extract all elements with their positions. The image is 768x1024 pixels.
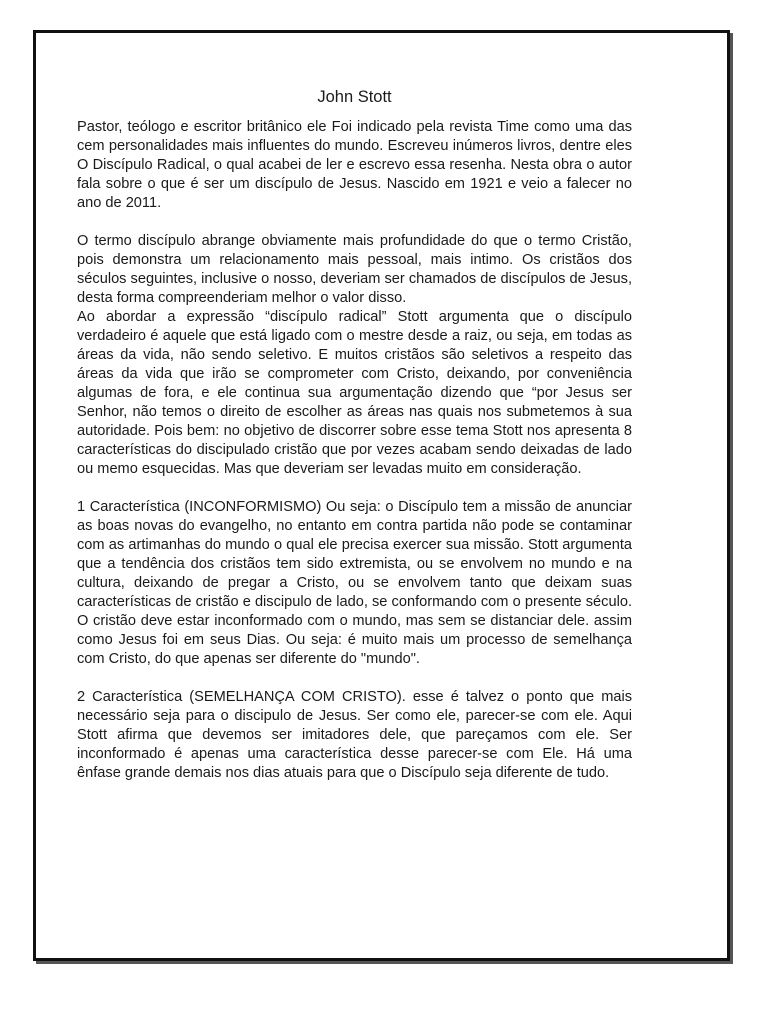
paragraph-spacer: [77, 479, 632, 498]
paragraph-characteristic-1: 1 Característica (INCONFORMISMO) Ou seja: o Discípulo tem a missão de anunciar as boas novas do evangelho, no entanto em contra partida não pode se contaminar com as artimanhas do mundo o qual ele precisa exercer sua missão. Stott argumenta que a tendência dos cristãos tem sido extremista, ou se envolvem no mundo e na cultura, deixando de pregar a Cristo, ou se envolvem tanto que deixam suas características de cristão e discipulo de lado, se conformando com o presente século. O cristão deve estar inconformado com o mundo, mas sem se distanciar dele. assim como Jesus foi em seus Dias. Ou seja: é muito mais um processo de semelhança com Cristo, do que apenas ser diferente do "mundo".: [77, 499, 632, 667]
paragraph-characteristic-2: 2 Característica (SEMELHANÇA COM CRISTO). esse é talvez o ponto que mais necessário seja para o discipulo de Jesus. Ser como ele, parecer-se com ele. Aqui Stott afirma que devemos ser imitadores dele, que pareçamos com ele. Ser inconformado é apenas uma característica desse parecer-se com Ele. Há uma ênfase grande demais nos dias atuais para que o Discípulo seja diferente de tudo.: [77, 689, 632, 781]
paragraph-spacer: [77, 669, 632, 688]
paragraph-radical-disciple: Ao abordar a expressão “discípulo radical” Stott argumenta que o discípulo verdadeiro é aquele que está ligado com o mestre desde a raiz, ou seja, em todas as áreas da vida, não sendo seletivo. E muitos cristãos são seletivos a respeito das áreas da vida que irão se comprometer com Cristo, deixando, por conveniência algumas de fora, e ele continua sua argumentação dizendo que “por Jesus ser Senhor, não temos o direito de escolher as áreas nas quais nos submetemos à sua autoridade. Pois bem: no objetivo de discorrer sobre esse tema Stott nos apresenta 8 características do discipulado cristão que por vezes acabam sendo deixadas de lado ou memo esquecidas. Mas que deveriam ser levadas muito em consideração.: [77, 309, 632, 477]
document-title: John Stott: [317, 88, 392, 106]
paragraph-intro: Pastor, teólogo e escritor britânico ele Foi indicado pela revista Time como uma das cem personalidades mais influentes do mundo. Escreveu inúmeros livros, dentre eles O Discípulo Radical, o qual acabei de ler e escrevo essa resenha. Nesta obra o autor fala sobre o que é ser um discípulo de Jesus. Nascido em 1921 e veio a falecer no ano de 2011.: [77, 119, 632, 211]
paragraph-spacer: [77, 213, 632, 232]
paragraph-disciple-term: O termo discípulo abrange obviamente mais profundidade do que o termo Cristão, pois demonstra um relacionamento mais pessoal, mais intimo. Os cristãos dos séculos seguintes, inclusive o nosso, deveriam ser chamados de discípulos de Jesus, desta forma compreenderiam melhor o valor disso.: [77, 233, 632, 306]
document-body: [77, 57, 632, 783]
